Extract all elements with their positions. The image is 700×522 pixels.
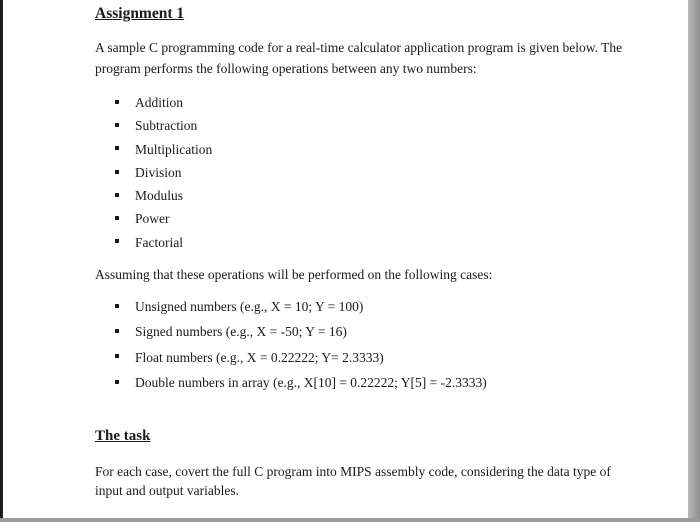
operations-list [115, 91, 212, 254]
operation-item [115, 91, 212, 114]
operation-label: Division [135, 164, 182, 180]
bullet-icon [115, 380, 119, 384]
photo-frame-right-edge [688, 0, 700, 522]
bullet-icon [115, 146, 119, 150]
task-heading: The task [95, 428, 151, 444]
operation-item [115, 231, 212, 254]
bullet-icon [115, 123, 119, 127]
assumption-paragraph: Assuming that these operations will be performed on the following cases: [95, 267, 493, 282]
case-label: Signed numbers (e.g., X = -50; Y = 16) [135, 324, 347, 340]
photo-frame-left-edge [0, 0, 3, 522]
bullet-icon [115, 304, 119, 308]
case-item [115, 319, 487, 344]
operation-label: Factorial [135, 234, 183, 250]
operation-item [115, 207, 212, 230]
case-label: Unsigned numbers (e.g., X = 10; Y = 100) [135, 299, 364, 314]
operation-label: Multiplication [135, 141, 213, 157]
operation-label: Power [135, 211, 170, 227]
operation-item [115, 184, 212, 207]
intro-paragraph: A sample C programming code for a real-time calculator application program is given below. The program performs the following operations between any two numbers: [95, 40, 623, 76]
case-label: Float numbers (e.g., X = 0.22222; Y= 2.3333) [135, 349, 384, 365]
operation-item [115, 161, 212, 184]
bullet-icon [115, 170, 119, 174]
task-paragraph: For each case, covert the full C program into MIPS assembly code, considering the data type of input and output variables. [95, 464, 611, 498]
assignment-title: Assignment 1 [95, 5, 185, 22]
case-label: Double numbers in array (e.g., X[10] = 0.22222; Y[5] = -2.3333) [135, 374, 487, 390]
bullet-icon [115, 239, 119, 243]
case-item [115, 345, 487, 370]
case-item [115, 294, 487, 319]
operation-item [115, 138, 212, 161]
bullet-icon [115, 354, 119, 358]
operation-item [115, 114, 212, 137]
operation-label: Subtraction [135, 118, 198, 134]
bullet-icon [115, 100, 119, 104]
bullet-icon [115, 216, 119, 220]
photo-frame-bottom-edge [0, 518, 700, 522]
operation-label: Addition [135, 95, 184, 110]
bullet-icon [115, 193, 119, 197]
operation-label: Modulus [135, 188, 184, 204]
bullet-icon [115, 329, 119, 333]
case-item [115, 370, 487, 395]
cases-list [115, 294, 487, 395]
